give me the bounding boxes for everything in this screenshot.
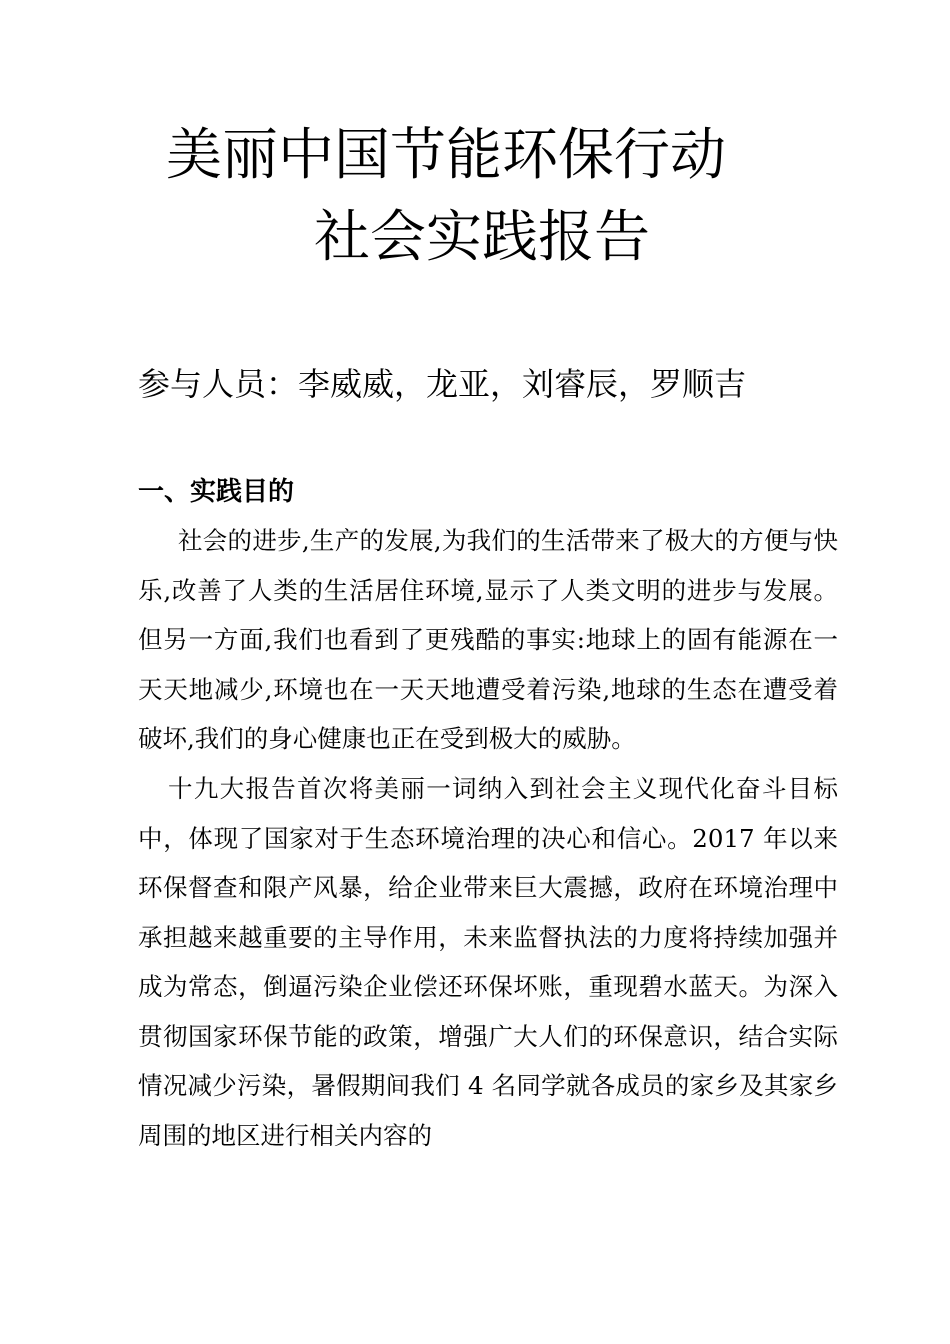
paragraph-1-text: 社会的进步,生产的发展,为我们的生活带来了极大的方便与快乐,改善了人类的生活居住环境,显示了人类文明的进步与发展。但另一方面,我们也看到了更残酷的事实:地球上的固有能源在一天天地减少,环境也在一天天地遭受着污染,地球的生态在遭受着破坏,我们的身心健康也正在受到极大的威胁。 (138, 526, 838, 753)
body-paragraph-1 (138, 516, 838, 764)
paragraph-2-text: 十九大报告首次将美丽一词纳入到社会主义现代化奋斗目标中，体现了国家对于生态环境治理的决心和信心。2017 年以来环保督查和限产风暴，给企业带来巨大震撼，政府在环境治理中承担越来越重要的主导作用，未来监督执法的力度将持续加强并成为常态，倒逼污染企业偿还环保坏账，重现碧水蓝天。为深入贯彻国家环保节能的政策，增强广大人们的环保意识，结合实际情况减少污染，暑假期间我们 4 名同学就各成员的家乡及其家乡周围的地区进行相关内容的 (138, 774, 838, 1150)
participants-line: 参与人员：李威威，龙亚，刘睿辰，罗顺吉 (138, 365, 747, 403)
document-title-line-1: 美丽中国节能环保行动 (166, 123, 726, 188)
body-paragraph-2 (138, 764, 838, 1160)
document-title-line-2: 社会实践报告 (314, 205, 650, 270)
section-heading-purpose: 一、实践目的 (138, 477, 295, 507)
